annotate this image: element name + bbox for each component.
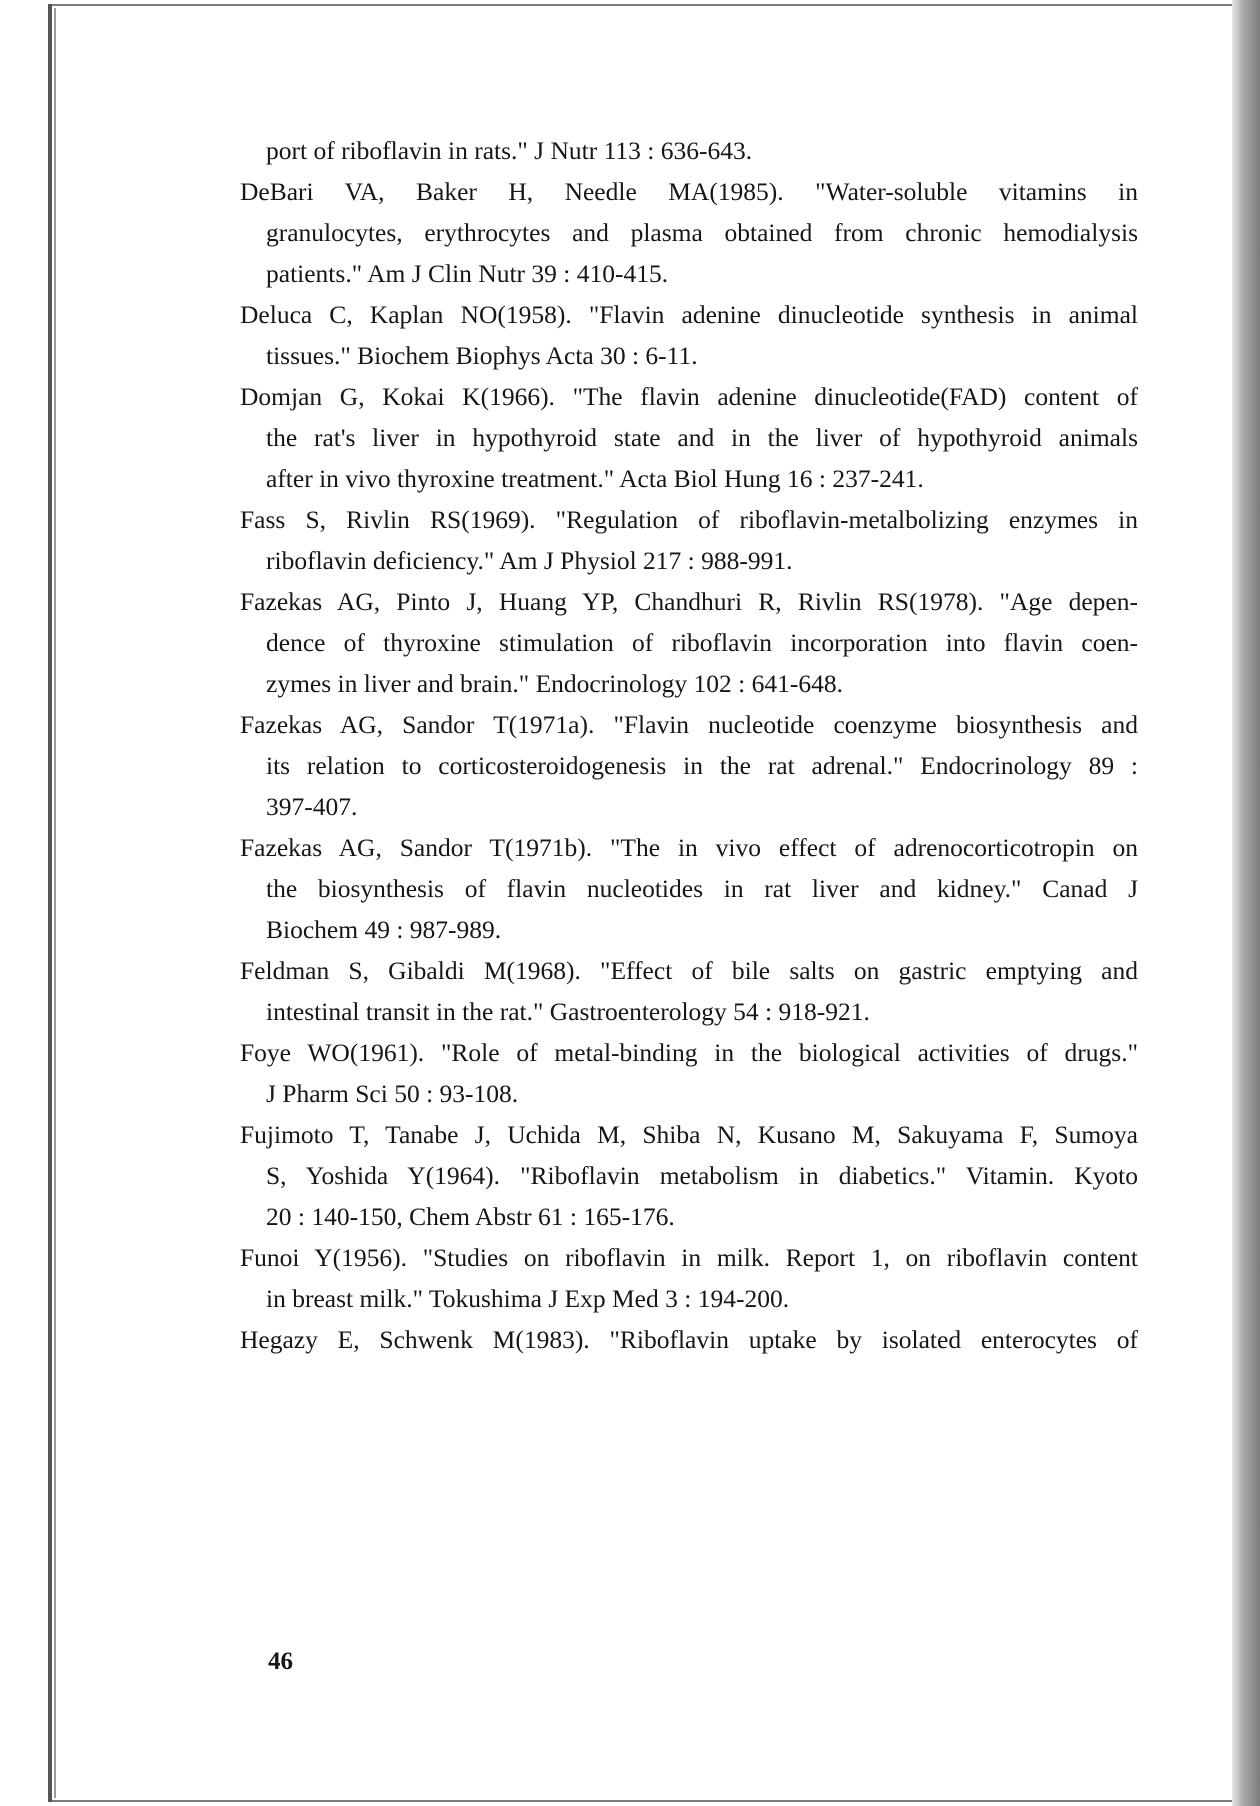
page-bottom-edge <box>52 1800 1232 1802</box>
reference-line: Foye WO(1961). "Role of metal-binding in the biological activities of drugs." <box>240 1038 1138 1067</box>
reference-line: DeBari VA, Baker H, Needle MA(1985). "Water-soluble vitamins in <box>240 177 1138 206</box>
reference-line: Fazekas AG, Pinto J, Huang YP, Chandhuri R, Rivlin RS(1978). "Age depen- <box>240 587 1138 616</box>
reference-line: its relation to corticosteroidogenesis in the rat adrenal." Endocrinology 89 : <box>266 751 1138 780</box>
page-top-edge <box>52 4 1232 6</box>
reference-line: Deluca C, Kaplan NO(1958). "Flavin adenine dinucleotide synthesis in animal <box>240 300 1138 329</box>
reference-line: S, Yoshida Y(1964). "Riboflavin metabolism in diabetics." Vitamin. Kyoto <box>266 1161 1138 1190</box>
reference-line: J Pharm Sci 50 : 93-108. <box>266 1079 519 1108</box>
page-right-shadow <box>1232 0 1260 1806</box>
reference-line: after in vivo thyroxine treatment." Acta Biol Hung 16 : 237-241. <box>266 464 924 493</box>
reference-line: tissues." Biochem Biophys Acta 30 : 6-11. <box>266 341 698 370</box>
reference-line: granulocytes, erythrocytes and plasma obtained from chronic hemodialysis <box>266 218 1138 247</box>
reference-line: 20 : 140-150, Chem Abstr 61 : 165-176. <box>266 1202 675 1231</box>
reference-line: Biochem 49 : 987-989. <box>266 915 502 944</box>
reference-line: Fujimoto T, Tanabe J, Uchida M, Shiba N, Kusano M, Sakuyama F, Sumoya <box>240 1120 1138 1149</box>
reference-line: riboflavin deficiency." Am J Physiol 217 : 988-991. <box>266 546 793 575</box>
reference-line: the biosynthesis of flavin nucleotides in rat liver and kidney." Canad J <box>266 874 1138 903</box>
reference-line: intestinal transit in the rat." Gastroenterology 54 : 918-921. <box>266 997 870 1026</box>
reference-line: Fazekas AG, Sandor T(1971a). "Flavin nucleotide coenzyme biosynthesis and <box>240 710 1138 739</box>
reference-line: patients." Am J Clin Nutr 39 : 410-415. <box>266 259 669 288</box>
reference-line: zymes in liver and brain." Endocrinology 102 : 641-648. <box>266 669 843 698</box>
reference-line: 397-407. <box>266 792 358 821</box>
reference-line: Fazekas AG, Sandor T(1971b). "The in vivo effect of adrenocorticotropin on <box>240 833 1138 862</box>
reference-line: Feldman S, Gibaldi M(1968). "Effect of bile salts on gastric emptying and <box>240 956 1138 985</box>
reference-line: dence of thyroxine stimulation of riboflavin incorporation into flavin coen- <box>266 628 1138 657</box>
reference-line: Domjan G, Kokai K(1966). "The flavin adenine dinucleotide(FAD) content of <box>240 382 1138 411</box>
book-spine-edge <box>48 4 52 1802</box>
page-number: 46 <box>268 1648 293 1675</box>
reference-line: Fass S, Rivlin RS(1969). "Regulation of riboflavin-metalbolizing enzymes in <box>240 505 1138 534</box>
reference-line: the rat's liver in hypothyroid state and in the liver of hypothyroid animals <box>266 423 1138 452</box>
reference-line: port of riboflavin in rats." J Nutr 113 : 636-643. <box>266 136 753 165</box>
book-spine-inner-edge <box>54 8 56 1798</box>
reference-line: Hegazy E, Schwenk M(1983). "Riboflavin uptake by isolated enterocytes of <box>240 1325 1138 1354</box>
reference-line: in breast milk." Tokushima J Exp Med 3 : 194-200. <box>266 1284 790 1313</box>
reference-line: Funoi Y(1956). "Studies on riboflavin in milk. Report 1, on riboflavin content <box>240 1243 1138 1272</box>
